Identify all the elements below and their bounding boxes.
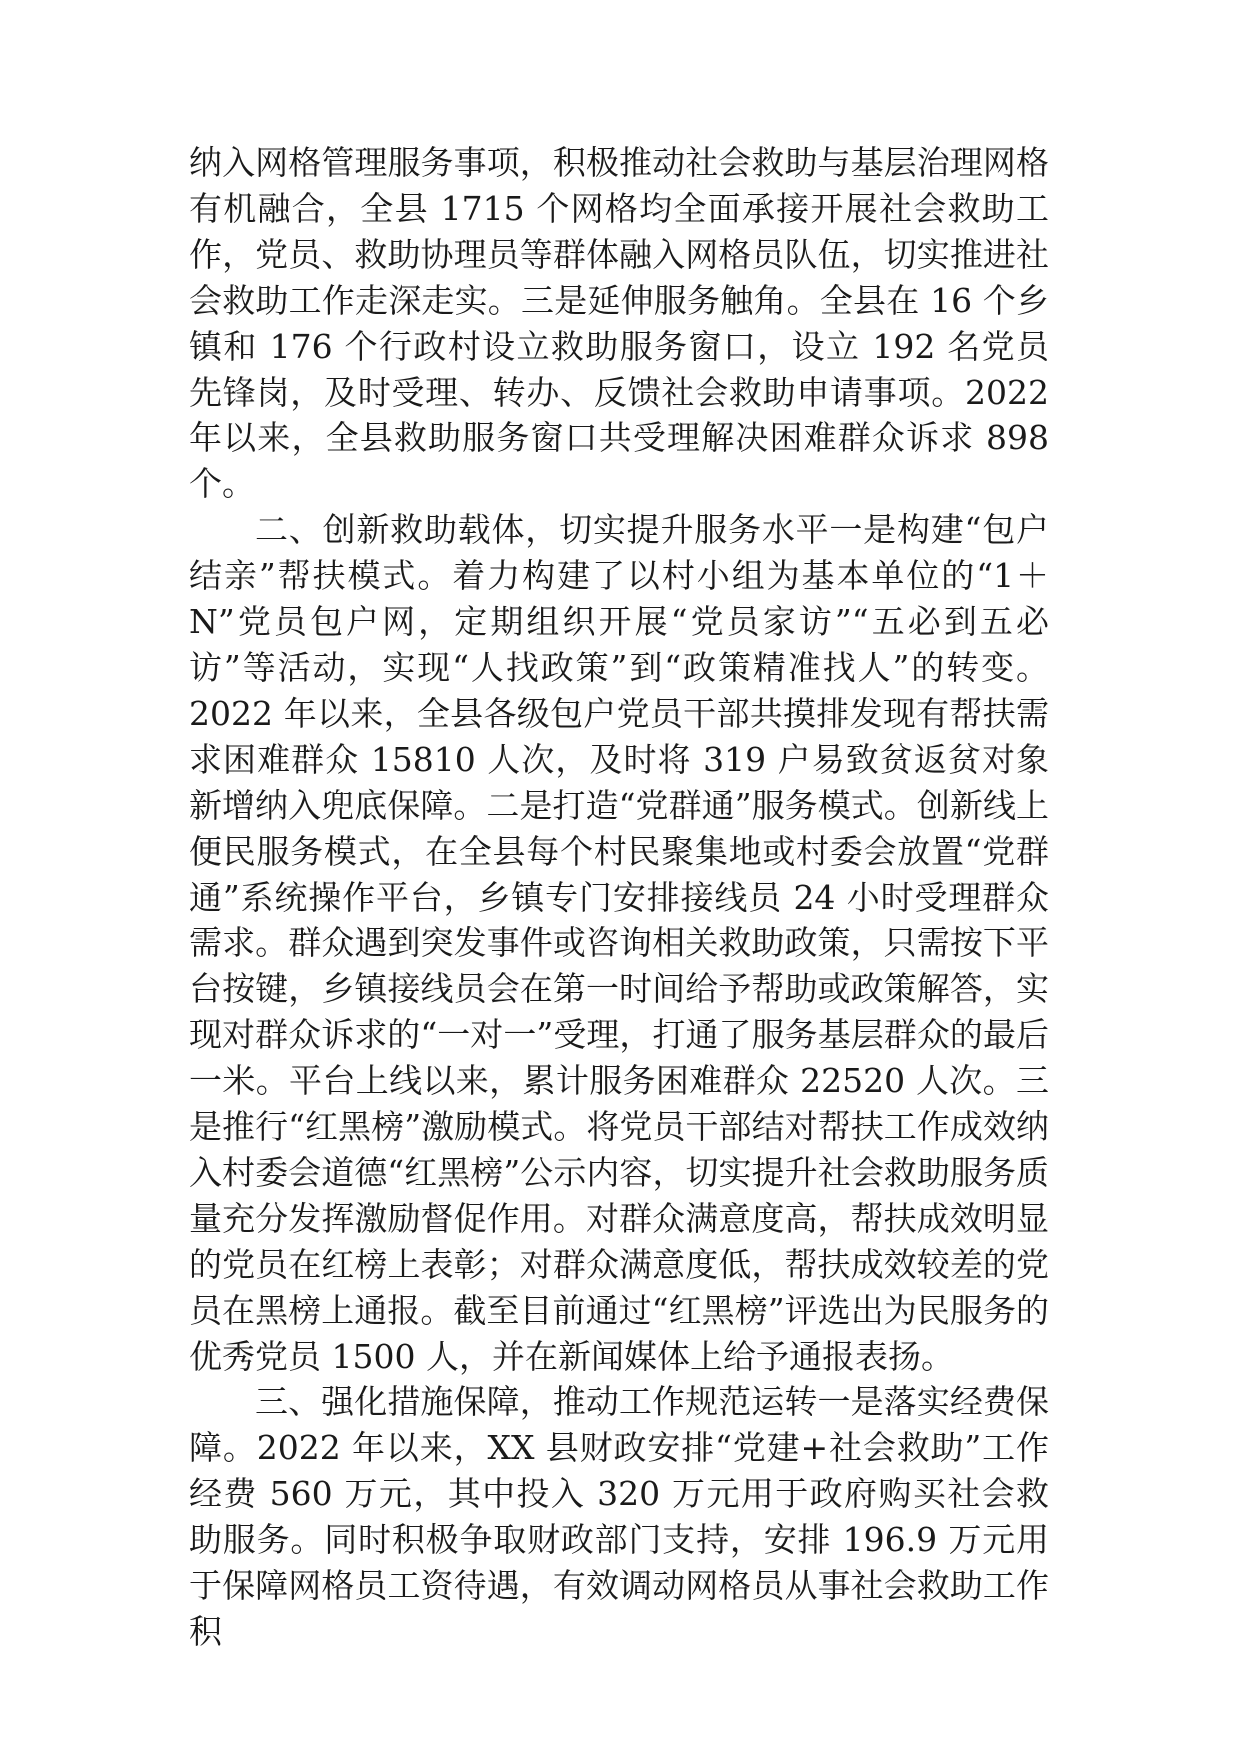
paragraph-strengthen-measures: 三、强化措施保障，推动工作规范运转一是落实经费保障。2022 年以来，XX 县财政安排“党建+社会救助”工作经费 560 万元，其中投入 320 万元用于政府购买社会救助服务。同时积极争取财政部门支持，安排 196.9 万元用于保障网格员工资待遇，有效调动网格员从事社会救助工作积 — [189, 1382, 1049, 1651]
paragraph-innovate-assistance: 二、创新救助载体，切实提升服务水平一是构建“包户结亲”帮扶模式。着力构建了以村小组为基本单位的“1＋N”党员包户网，定期组织开展“党员家访”“五必到五必访”等活动，实现“人找政策”到“政策精准找人”的转变。2022 年以来，全县各级包户党员干部共摸排发现有帮扶需求困难群众 15810 人次，及时将 319 户易致贫返贫对象新增纳入兜底保障。二是打造“党群通”服务模式。创新线上便民服务模式，在全县每个村民聚集地或村委会放置“党群通”系统操作平台，乡镇专门安排接线员 24 小时受理群众需求。群众遇到突发事件或咨询相关救助政策，只需按下平台按键，乡镇接线员会在第一时间给予帮助或政策解答，实现对群众诉求的“一对一”受理，打通了服务基层群众的最后一米。平台上线以来，累计服务困难群众 22520 人次。三是推行“红黑榜”激励模式。将党员干部结对帮扶工作成效纳入村委会道德“红黑榜”公示内容，切实提升社会救助服务质量充分发挥激励督促作用。对群众满意度高，帮扶成效明显的党员在红榜上表彰；对群众满意度低，帮扶成效较差的党员在黑榜上通报。截至目前通过“红黑榜”评选出为民服务的优秀党员 1500 人，并在新闻媒体上给予通报表扬。 — [189, 510, 1049, 1376]
paragraph-grid-management: 纳入网格管理服务事项，积极推动社会救助与基层治理网格有机融合，全县 1715 个网格均全面承接开展社会救助工作，党员、救助协理员等群体融入网格员队伍，切实推进社会救助工作走深走实。三是延伸服务触角。全县在 16 个乡镇和 176 个行政村设立救助服务窗口，设立 192 名党员先锋岗，及时受理、转办、反馈社会救助申请事项。2022 年以来，全县救助服务窗口共受理解决困难群众诉求 898 个。 — [189, 143, 1049, 504]
document-page — [189, 140, 1049, 1655]
